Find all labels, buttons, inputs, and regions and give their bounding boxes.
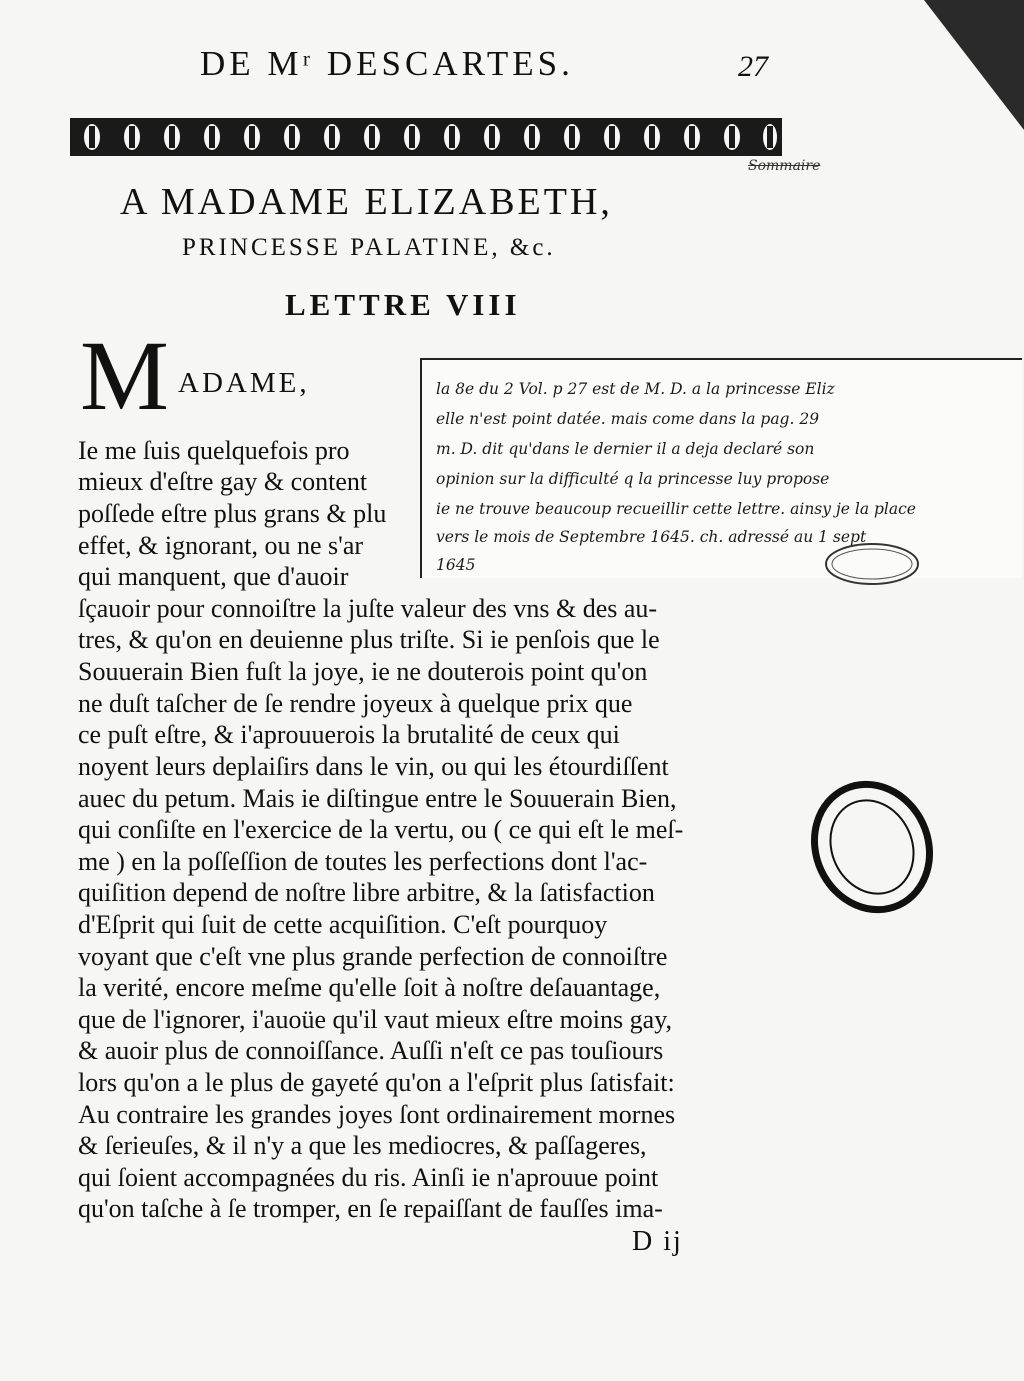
body-line: qui manquent, que d'auoir	[78, 562, 349, 591]
body-line: quiſition depend de noſtre libre arbitre, & la ſatisfaction	[78, 878, 655, 907]
note-line: ie ne trouve beaucoup recueillir cette lettre. ainsy je la place	[436, 500, 916, 518]
note-line: opinion sur la difficulté q la princesse luy propose	[436, 470, 830, 488]
body-line: Ie me ſuis quelquefois pro	[78, 436, 350, 465]
torn-corner	[924, 0, 1024, 130]
body-line: la verité, encore meſme qu'elle ſoit à noſtre deſauantage,	[78, 973, 661, 1002]
note-line: la 8e du 2 Vol. p 27 est de M. D. a la princesse Eliz	[436, 380, 835, 398]
margin-note-struck: Sommaire	[748, 158, 821, 174]
running-head: DE Mʳ DESCARTES.	[200, 44, 574, 83]
body-line: ne duſt taſcher de ſe rendre joyeux à quelque prix que	[78, 689, 633, 718]
body-line: Au contraire les grandes joyes ſont ordinairement mornes	[78, 1100, 676, 1129]
body-line: mieux d'eſtre gay & content	[78, 467, 368, 496]
library-stamp-small	[822, 540, 922, 588]
body-line: poſſede eſtre plus grans & plu	[78, 499, 387, 528]
body-line: ſçauoir pour connoiſtre la juſte valeur des vns & des au-	[78, 594, 658, 623]
handwritten-note-slip	[420, 358, 1022, 578]
body-line: ce puſt eſtre, & i'aprouuerois la brutalité de ceux qui	[78, 720, 620, 749]
note-line: m. D. dit qu'dans le dernier il a deja declaré son	[436, 440, 815, 458]
body-line: d'Eſprit qui ſuit de cette acquiſition. C'eſt pourquoy	[78, 910, 608, 939]
letter-number: LETTRE VIII	[285, 287, 521, 322]
library-stamp-large	[808, 776, 936, 918]
body-line: me ) en la poſſeſſion de toutes les perfections dont l'ac-	[78, 847, 648, 876]
letter-title: A MADAME ELIZABETH,	[120, 181, 613, 223]
body-line: qui ſoient accompagnées du ris. Ainſi ie n'aprouue point	[78, 1163, 659, 1192]
note-line: elle n'est point datée. mais come dans la pag. 29	[436, 410, 820, 428]
note-line: 1645	[436, 556, 476, 574]
body-line: tres, & qu'on en deuienne plus triſte. Si ie penſois que le	[78, 625, 660, 654]
body-line: que de l'ignorer, i'auoüe qu'il vaut mieux eſtre moins gay,	[78, 1005, 673, 1034]
page-number: 27	[738, 50, 768, 83]
body-line: effet, & ignorant, ou ne s'ar	[78, 531, 364, 560]
body-line: Souuerain Bien fuſt la joye, ie ne douterois point qu'on	[78, 657, 648, 686]
body-line: & auoir plus de connoiſſance. Auſſi n'eſt ce pas touſiours	[78, 1036, 664, 1065]
note-line: vers le mois de Septembre 1645. ch. adressé au 1 sept	[436, 528, 867, 546]
drop-cap: M	[80, 320, 169, 431]
body-line: noyent leurs deplaiſirs dans le vin, ou qui les étourdiſſent	[78, 752, 669, 781]
body-line: qu'on taſche à ſe tromper, en ſe repaiſſant de fauſſes ima-	[78, 1194, 663, 1223]
body-line: voyant que c'eſt vne plus grande perfection de connoiſtre	[78, 942, 668, 971]
body-line: & ſerieuſes, & il n'y a que les mediocres, & paſſageres,	[78, 1131, 647, 1160]
body-line: lors qu'on a le plus de gayeté qu'on a l'eſprit plus ſatisfait:	[78, 1068, 675, 1097]
salutation: ADAME,	[178, 367, 310, 399]
letter-subtitle: PRINCESSE PALATINE, &c.	[182, 234, 556, 261]
body-line: qui conſiſte en l'exercice de la vertu, ou ( ce qui eſt le meſ-	[78, 815, 684, 844]
ornament-band	[70, 116, 782, 158]
body-line: auec du petum. Mais ie diſtingue entre le Souuerain Bien,	[78, 784, 677, 813]
signature-mark: D ij	[632, 1226, 683, 1257]
